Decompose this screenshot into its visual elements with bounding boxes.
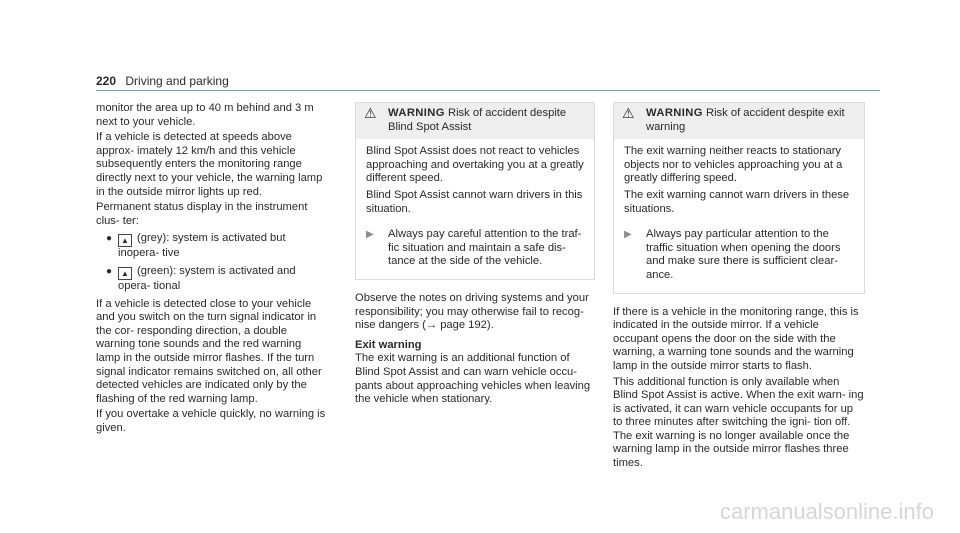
paragraph: Observe the notes on driving systems and your responsibility; you may otherwise fail to recog- nise dangers (→ page 192). — [355, 291, 589, 332]
section-title: Driving and parking — [125, 74, 229, 88]
action-text: Always pay particular attention to the traffic situation when opening the doors and make sure there is sufficient clear- ance. — [646, 228, 841, 281]
section-heading: Exit warning — [355, 338, 422, 351]
arrow-right-icon: ▶ — [624, 229, 632, 241]
column-middle — [355, 102, 595, 409]
blind-spot-symbol-icon: ▲ — [118, 267, 132, 280]
warning-text: The exit warning neither reacts to stationary objects nor to vehicles approaching you at a greatly differing speed. — [624, 145, 843, 185]
page-header — [96, 74, 229, 88]
arrow-right-icon: ▶ — [366, 229, 374, 241]
bullet-icon: ● — [106, 233, 113, 245]
warning-text: Blind Spot Assist cannot warn drivers in this situation. — [366, 188, 583, 215]
list-item — [106, 232, 328, 261]
paragraph: If you overtake a vehicle quickly, no warning is given. — [96, 408, 326, 434]
watermark: carmanualsonline.info — [719, 499, 934, 524]
warning-triangle-icon: ⚠ — [622, 105, 635, 121]
warning-title: Risk of accident despite Blind Spot Assist — [388, 107, 567, 133]
list-item-text: (grey): system is activated but inopera- tive — [118, 232, 286, 260]
warning-title: Risk of accident despite exit warning — [646, 107, 845, 133]
warning-header — [614, 103, 864, 139]
warning-text: Blind Spot Assist does not react to vehicles approaching and overtaking you at a greatly different speed. — [366, 145, 584, 185]
warning-label: WARNING — [646, 107, 703, 119]
warning-box — [355, 102, 595, 280]
warning-triangle-icon: ⚠ — [364, 105, 377, 121]
warning-body — [614, 139, 864, 292]
header-divider — [96, 90, 880, 91]
list-item — [106, 265, 328, 294]
paragraph: The exit warning is an additional function of Blind Spot Assist and can warn vehicle occu- pants about approaching vehicles when leaving the vehicle when stationary. — [355, 352, 591, 406]
column-left — [96, 102, 328, 437]
warning-text: The exit warning cannot warn drivers in these situations. — [624, 188, 850, 215]
list-item-text: (green): system is activated and opera- tional — [118, 264, 296, 292]
column-right — [613, 102, 865, 473]
bullet-icon: ● — [106, 265, 113, 277]
warning-label: WARNING — [388, 107, 445, 119]
blind-spot-symbol-icon: ▲ — [118, 234, 132, 247]
paragraph: This additional function is only available when Blind Spot Assist is active. When the exit warn- ing is activated, it can warn vehicle occupants for up to three minutes after switching the igni- tion off. The exit warning is no longer available once the warning lamp in the outside mirror flashes three times. — [613, 375, 864, 470]
paragraph: If a vehicle is detected at speeds above approx- imately 12 km/h and this vehicle subsequently enters the monitoring range directly next to your vehicle, the warning lamp in the outside mirror lights up red. — [96, 131, 323, 198]
paragraph: If there is a vehicle in the monitoring range, this is indicated in the outside mirror. If a vehicle occupant opens the door on the side with the warning, a warning tone sounds and the warning lamp in the outside mirror starts to flash. — [613, 305, 859, 372]
paragraph: If a vehicle is detected close to your vehicle and you switch on the turn signal indicator in the cor- responding direction, a double warning tone sounds and the red warning lamp in the outside mirror flashes. If the turn signal indicator remains switched on, all other detected vehicles are indicated only by the flashing of the red warning lamp. — [96, 297, 322, 405]
warning-header — [356, 103, 594, 139]
page-number: 220 — [96, 74, 117, 88]
action-text: Always pay careful attention to the traf- fic situation and maintain a safe dis- tance at the side of the vehicle. — [388, 228, 582, 268]
warning-box — [613, 102, 865, 294]
paragraph: Permanent status display in the instrument clus- ter: — [96, 201, 308, 227]
warning-body — [356, 139, 594, 279]
paragraph: monitor the area up to 40 m behind and 3 m next to your vehicle. — [96, 102, 314, 128]
action-item — [624, 228, 856, 282]
action-item — [366, 228, 586, 269]
